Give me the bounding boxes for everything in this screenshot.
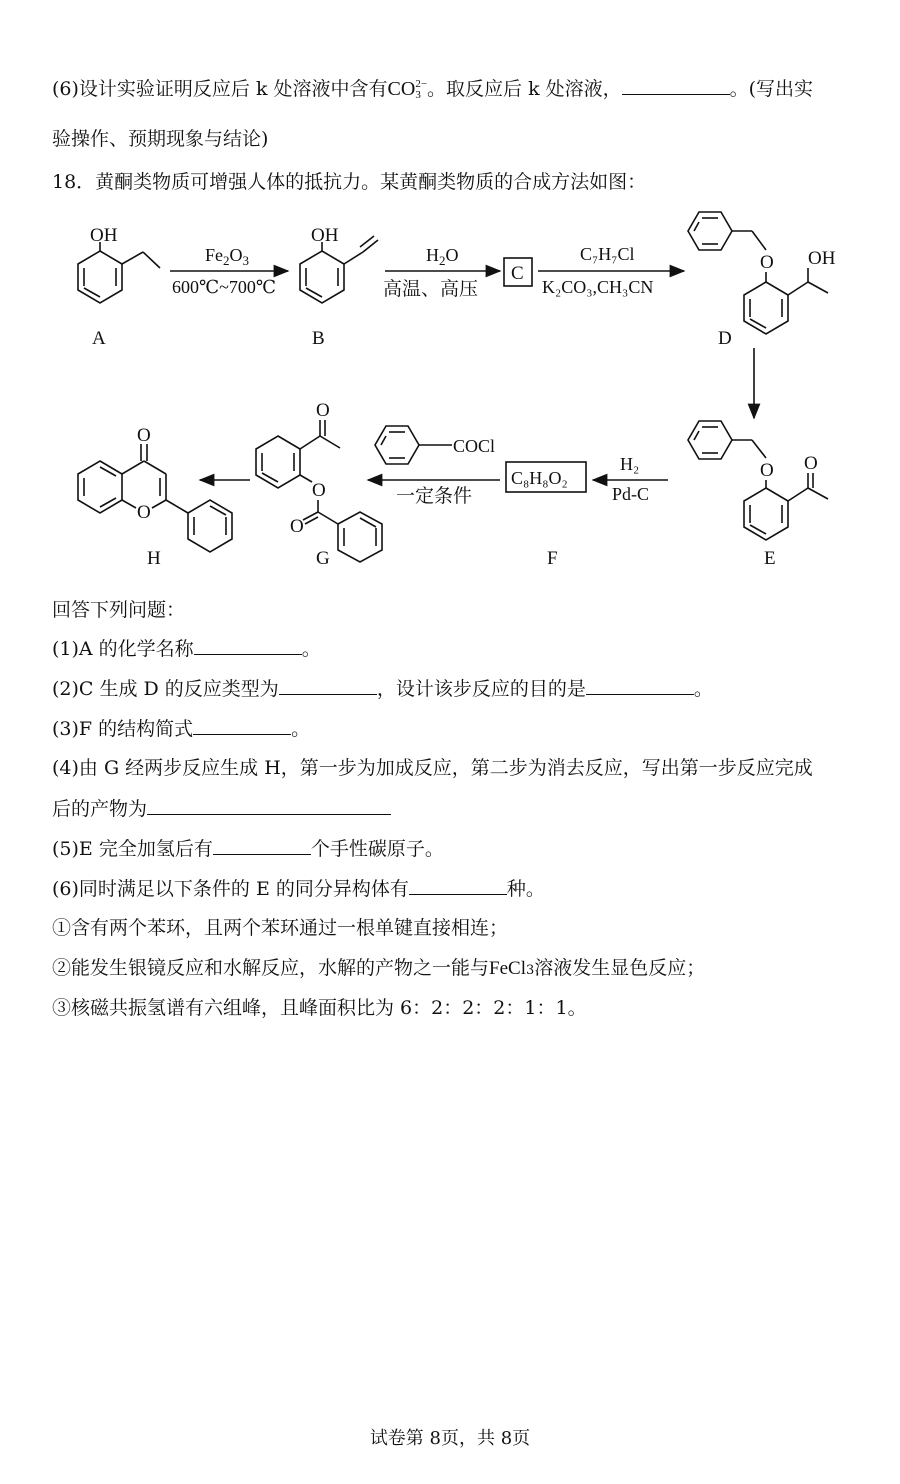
q18-1: (1)A 的化学名称 。 <box>52 638 321 660</box>
g-ester-o-label: O <box>312 480 326 501</box>
synthesis-scheme <box>0 196 900 576</box>
cocl-label: COCl <box>453 436 496 456</box>
condition-3: ③核磁共振氢谱有六组峰，且峰面积比为 6：2：2：2：1：1。 <box>52 997 587 1019</box>
h-ring-o-label: O <box>137 502 151 523</box>
q18-6: (6)同时满足以下条件的 E 的同分异构体有 种。 <box>52 878 545 900</box>
answer-blank-17-6[interactable] <box>622 76 730 95</box>
d-oh-label: OH <box>808 248 836 269</box>
q17-6-text2: 。取反应后 k 处溶液， <box>427 78 622 100</box>
q17-6-text3: 。(写出实 <box>729 78 814 100</box>
compound-d-structure <box>688 212 836 349</box>
label-f: F <box>547 548 558 569</box>
compound-h-structure <box>78 425 232 569</box>
q18-5: (5)E 完全加氢后有 个手性碳原子。 <box>52 838 444 860</box>
cond-cd-bottom: K₂CO₃,CH₃CN <box>542 277 654 297</box>
g-ester-carbonyl-o-label: O <box>290 516 304 537</box>
label-e: E <box>764 548 776 569</box>
cond-cd-top: C₇H₇Cl <box>580 244 635 264</box>
cond-fg-bottom: 一定条件 <box>396 486 473 507</box>
label-b: B <box>312 328 325 349</box>
q18-4-line1: (4)由 G 经两步反应生成 H，第一步为加成反应，第二步为消去反应，写出第一步反应完成 <box>52 757 813 779</box>
q18-prompt: 回答下列问题： <box>52 599 186 621</box>
cond-bc-bottom: 高温、高压 <box>383 279 479 300</box>
answer-blank-18-2a[interactable] <box>279 676 377 695</box>
q18-2: (2)C 生成 D 的反应类型为 ，设计该步反应的目的是 。 <box>52 678 713 700</box>
answer-blank-18-5[interactable] <box>213 836 311 855</box>
a-oh-label: OH <box>90 225 118 246</box>
condition-1: ①含有两个苯环，且两个苯环通过一根单键直接相连； <box>52 917 509 939</box>
cond-ef-bottom: Pd-C <box>612 484 650 504</box>
q18-intro: 18．黄酮类物质可增强人体的抵抗力。某黄酮类物质的合成方法如图： <box>52 171 647 193</box>
label-d: D <box>718 328 732 349</box>
cond-ab-bottom: 600℃~700℃ <box>172 277 277 297</box>
f-formula: C₈H₈O₂ <box>511 468 568 488</box>
label-g: G <box>316 548 330 569</box>
compound-b-structure <box>300 225 378 349</box>
answer-blank-18-4[interactable] <box>147 796 391 815</box>
condition-2: ②能发生银镜反应和水解反应，水解的产物之一能与FeCl3溶液发生显色反应； <box>52 957 706 979</box>
q17-6-line1 <box>52 76 813 101</box>
compound-a-structure <box>78 225 160 349</box>
q18-4-line2: 后的产物为 <box>52 796 391 821</box>
label-h: H <box>147 548 161 569</box>
answer-blank-18-2b[interactable] <box>586 676 694 695</box>
compound-g-structure <box>256 400 382 569</box>
answer-blank-18-3[interactable] <box>193 716 291 735</box>
cond-ab-top: $Fe_2O_3$ <box>205 245 249 268</box>
label-c: C <box>511 263 524 284</box>
g-carbonyl-o-label: O <box>316 400 330 421</box>
q18-3: (3)F 的结构简式 。 <box>52 718 311 740</box>
b-oh-label: OH <box>311 225 339 246</box>
answer-blank-18-1[interactable] <box>194 636 302 655</box>
cond-bc-top: $H_2O$ <box>426 245 459 268</box>
e-carbonyl-o-label: O <box>804 453 818 474</box>
answer-blank-18-6[interactable] <box>409 876 507 895</box>
compound-e-structure <box>688 421 828 569</box>
q17-6-line2: 验操作、预期现象与结论) <box>52 128 269 150</box>
label-a: A <box>92 328 106 349</box>
carbonate-formula: CO 2− 3 <box>387 78 428 102</box>
cond-ef-top: H₂ <box>620 454 640 474</box>
page-footer: 试卷第 8页，共 8页 <box>369 1428 531 1449</box>
d-o-label: O <box>760 252 774 273</box>
h-carbonyl-o-label: O <box>137 425 151 446</box>
benzoyl-chloride-structure <box>375 426 495 464</box>
e-o-label: O <box>760 460 774 481</box>
q17-6-text1: (6)设计实验证明反应后 k 处溶液中含有 <box>52 78 388 100</box>
